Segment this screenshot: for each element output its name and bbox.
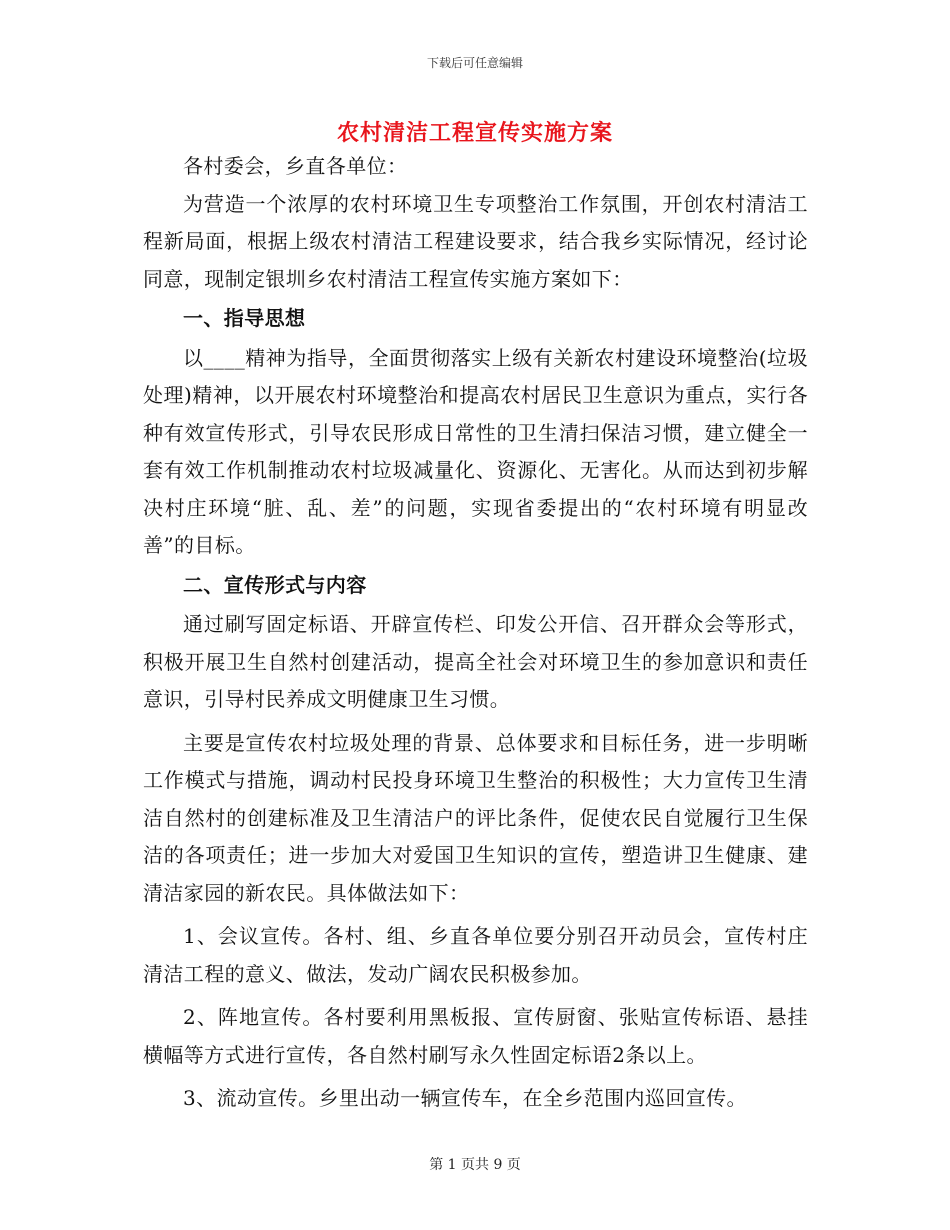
document-body <box>143 148 808 1118</box>
section1-heading: 一、指导思想 <box>183 306 306 330</box>
intro-paragraph: 为营造一个浓厚的农村环境卫生专项整治工作氛围，开创农村清洁工程新局面，根据上级农村清洁工程建设要求，结合我乡实际情况，经讨论同意，现制定银圳乡农村清洁工程宣传实施方案如下： <box>143 191 808 291</box>
page-footer: 第 1 页共 9 页 <box>429 1157 521 1173</box>
list-item-position: 2、阵地宣传。各村要利用黑板报、宣传厨窗、张贴宣传标语、悬挂横幅等方式进行宣传，各自然村刷写永久性固定标语2条以上。 <box>143 1005 808 1067</box>
header-note: 下载后可任意编辑 <box>426 56 523 70</box>
list-item-mobile: 3、流动宣传。乡里出动一辆宣传车，在全乡范围内巡回宣传。 <box>183 1086 747 1110</box>
document-title: 农村清洁工程宣传实施方案 <box>336 120 613 146</box>
list-item-meeting: 1、会议宣传。各村、组、乡直各单位要分别召开动员会，宣传村庄清洁工程的意义、做法，发动广阔农民积极参加。 <box>143 924 808 986</box>
section2-heading: 二、宣传形式与内容 <box>183 572 367 597</box>
salutation: 各村委会，乡直各单位： <box>183 154 408 178</box>
section1-body: 以____精神为指导，全面贯彻落实上级有关新农村建设环境整治(垃圾处理)精神，以开展农村环境整治和提高农村居民卫生意识为重点，实行各种有效宣传形式，引导农民形成日常性的卫生清扫保洁习惯，建立健全一套有效工作机制推动农村垃圾减量化、资源化、无害化。从而达到初步解决村庄环境“脏、乱、差”的问题，实现省委提出的“农村环境有明显改善”的目标。 <box>143 345 808 557</box>
section2-paragraph-1: 通过刷写固定标语、开辟宣传栏、印发公开信、召开群众会等形式，积极开展卫生自然村创建活动，提高全社会对环境卫生的参加意识和责任意识，引导村民养成文明健康卫生习惯。 <box>143 612 808 711</box>
section2-paragraph-2: 主要是宣传农村垃圾处理的背景、总体要求和目标任务，进一步明晰工作模式与措施，调动村民投身环境卫生整治的积极性；大力宣传卫生清洁自然村的创建标准及卫生清洁户的评比条件，促使农民自觉履行卫生保洁的各项责任；进一步加大对爱国卫生知识的宣传，塑造讲卫生健康、建清洁家园的新农民。具体做法如下： <box>143 730 808 905</box>
